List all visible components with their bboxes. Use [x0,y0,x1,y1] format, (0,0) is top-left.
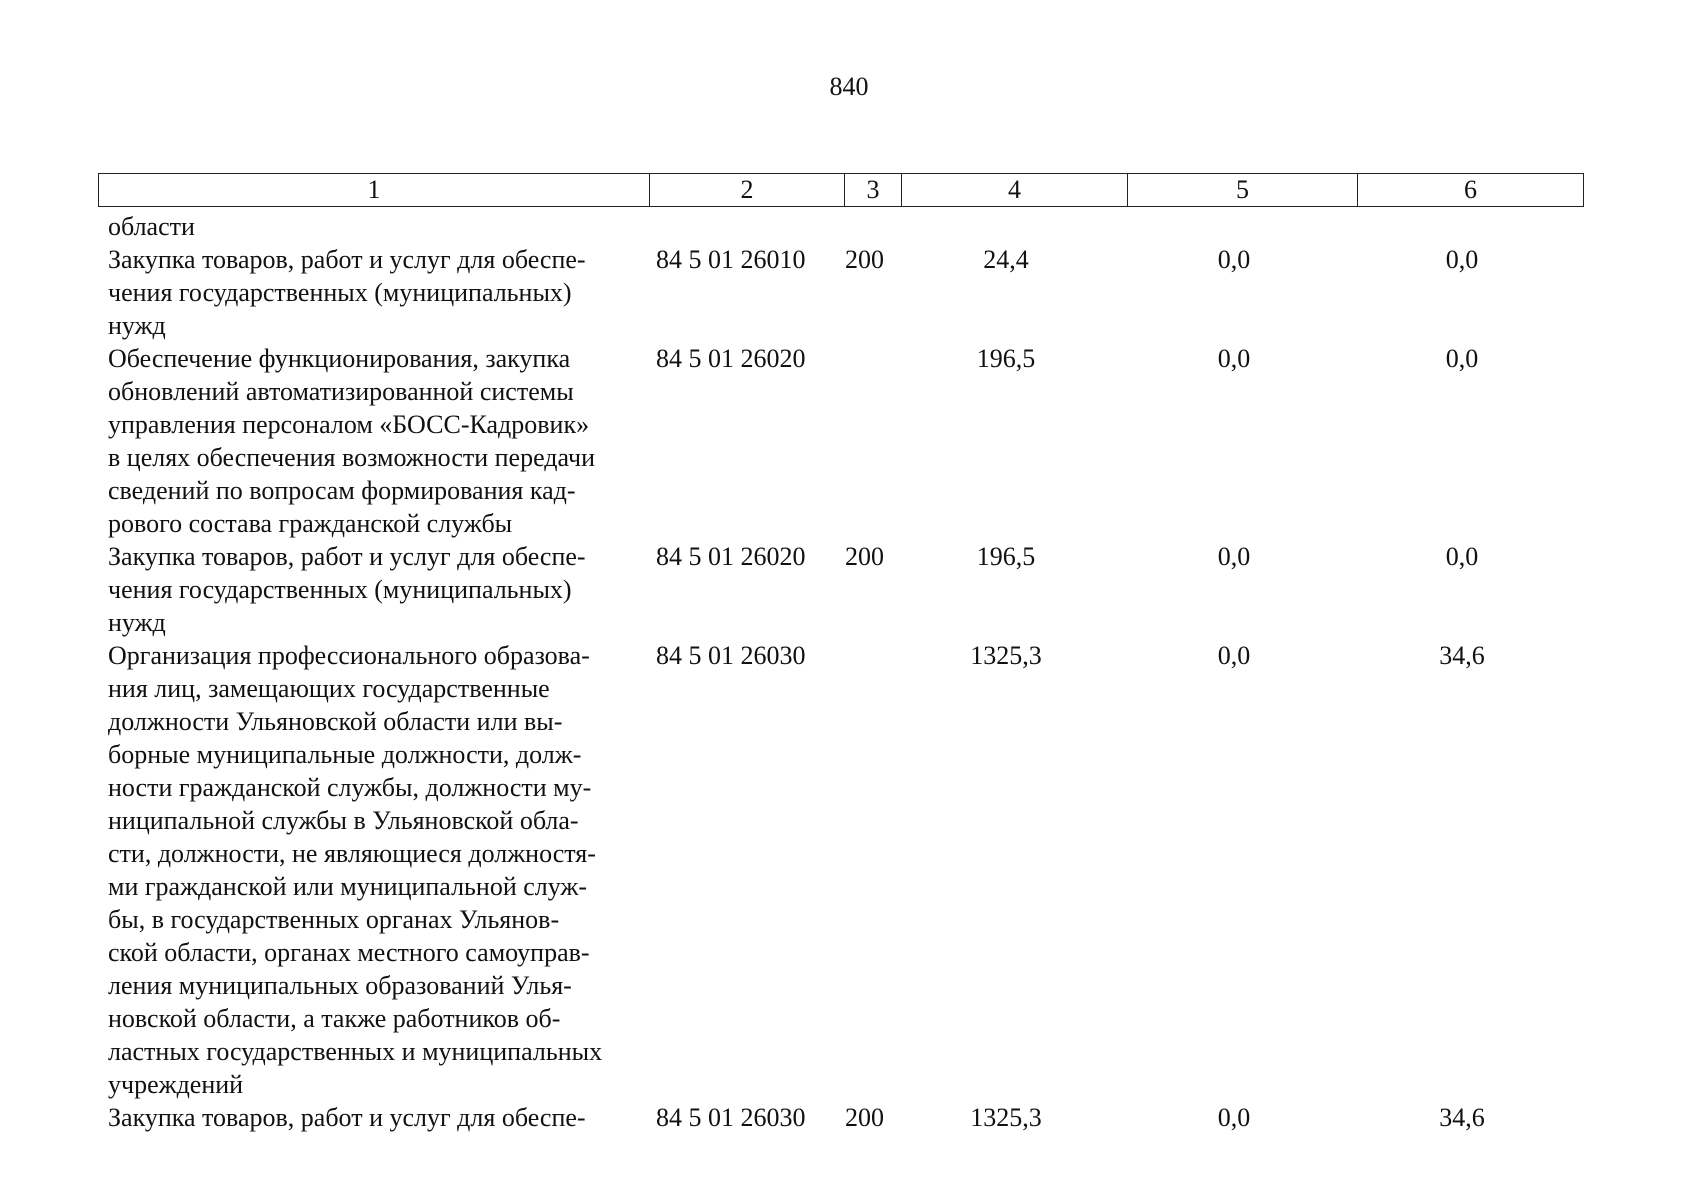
row-value-col6: 0,0 [1445,344,1479,373]
description-line: чения государственных (муниципальных) [108,575,572,604]
row-expense-type: 200 [845,1103,884,1132]
row-description [108,540,638,639]
row-value-col5: 0,0 [1217,245,1251,274]
row-description [108,243,638,342]
table-row [108,540,1588,639]
table-row [108,210,1588,243]
row-description [108,1101,638,1134]
description-line: Обеспечение функционирования, закупка [108,344,571,373]
table-row [108,639,1588,1101]
description-line: Закупка товаров, работ и услуг для обеспе- [108,245,586,274]
description-line: нужд [108,311,166,340]
description-line: в целях обеспечения возможности передачи [108,443,596,472]
description-line: сведений по вопросам формирования кад- [108,476,576,505]
description-line: новской области, а также работников об- [108,1004,561,1033]
row-expense-type: 200 [845,245,884,274]
row-value-col4: 1325,3 [970,641,1042,670]
description-line: сти, должности, не являющиеся должностя- [108,839,596,868]
description-line: управления персоналом «БОСС-Кадровик» [108,410,590,439]
table-row [108,1101,1588,1134]
row-value-col5: 0,0 [1217,1103,1251,1132]
description-line: ской области, органах местного самоуправ- [108,938,590,967]
table-row [108,243,1588,342]
header-col-1: 1 [99,174,650,207]
header-col-4: 4 [902,174,1128,207]
description-line: нужд [108,608,166,637]
description-line: Закупка товаров, работ и услуг для обеспе- [108,1103,586,1132]
row-description [108,210,638,243]
description-line: бы, в государственных органах Ульянов- [108,905,560,934]
row-expense-type: 200 [845,542,884,571]
description-line: борные муниципальные должности, долж- [108,740,582,769]
header-col-3: 3 [845,174,902,207]
description-line: ности гражданской службы, должности му- [108,773,592,802]
row-value-col6: 34,6 [1439,1103,1485,1132]
row-value-col6: 0,0 [1445,542,1479,571]
row-value-col4: 196,5 [976,344,1036,373]
row-description [108,342,638,540]
page-number: 840 [829,72,869,101]
row-code: 84 5 01 26020 [656,344,806,373]
row-code: 84 5 01 26020 [656,542,806,571]
description-line: учреждений [108,1070,244,1099]
description-line: ластных государственных и муниципальных [108,1037,603,1066]
description-line: должности Ульяновской области или вы- [108,707,563,736]
table-header [98,173,1584,207]
row-description [108,639,638,1101]
row-value-col5: 0,0 [1217,344,1251,373]
table-body [108,210,1588,1134]
row-code: 84 5 01 26030 [656,1103,806,1132]
description-line: чения государственных (муниципальных) [108,278,572,307]
row-value-col6: 34,6 [1439,641,1485,670]
description-line: ниципальной службы в Ульяновской обла- [108,806,579,835]
table-row [108,342,1588,540]
row-value-col6: 0,0 [1445,245,1479,274]
description-line: ми гражданской или муниципальной служ- [108,872,588,901]
description-line: рового состава гражданской службы [108,509,513,538]
row-value-col5: 0,0 [1217,542,1251,571]
row-value-col4: 196,5 [976,542,1036,571]
header-col-6: 6 [1358,174,1584,207]
description-line: ления муниципальных образований Улья- [108,971,572,1000]
description-line: ния лиц, замещающих государственные [108,674,550,703]
header-col-5: 5 [1128,174,1358,207]
header-col-2: 2 [650,174,845,207]
row-code: 84 5 01 26030 [656,641,806,670]
row-value-col4: 1325,3 [970,1103,1042,1132]
row-value-col5: 0,0 [1217,641,1251,670]
description-line: Организация профессионального образова- [108,641,590,670]
row-code: 84 5 01 26010 [656,245,806,274]
description-line: Закупка товаров, работ и услуг для обеспе- [108,542,586,571]
row-value-col4: 24,4 [983,245,1029,274]
description-line: области [108,212,195,241]
description-line: обновлений автоматизированной системы [108,377,574,406]
